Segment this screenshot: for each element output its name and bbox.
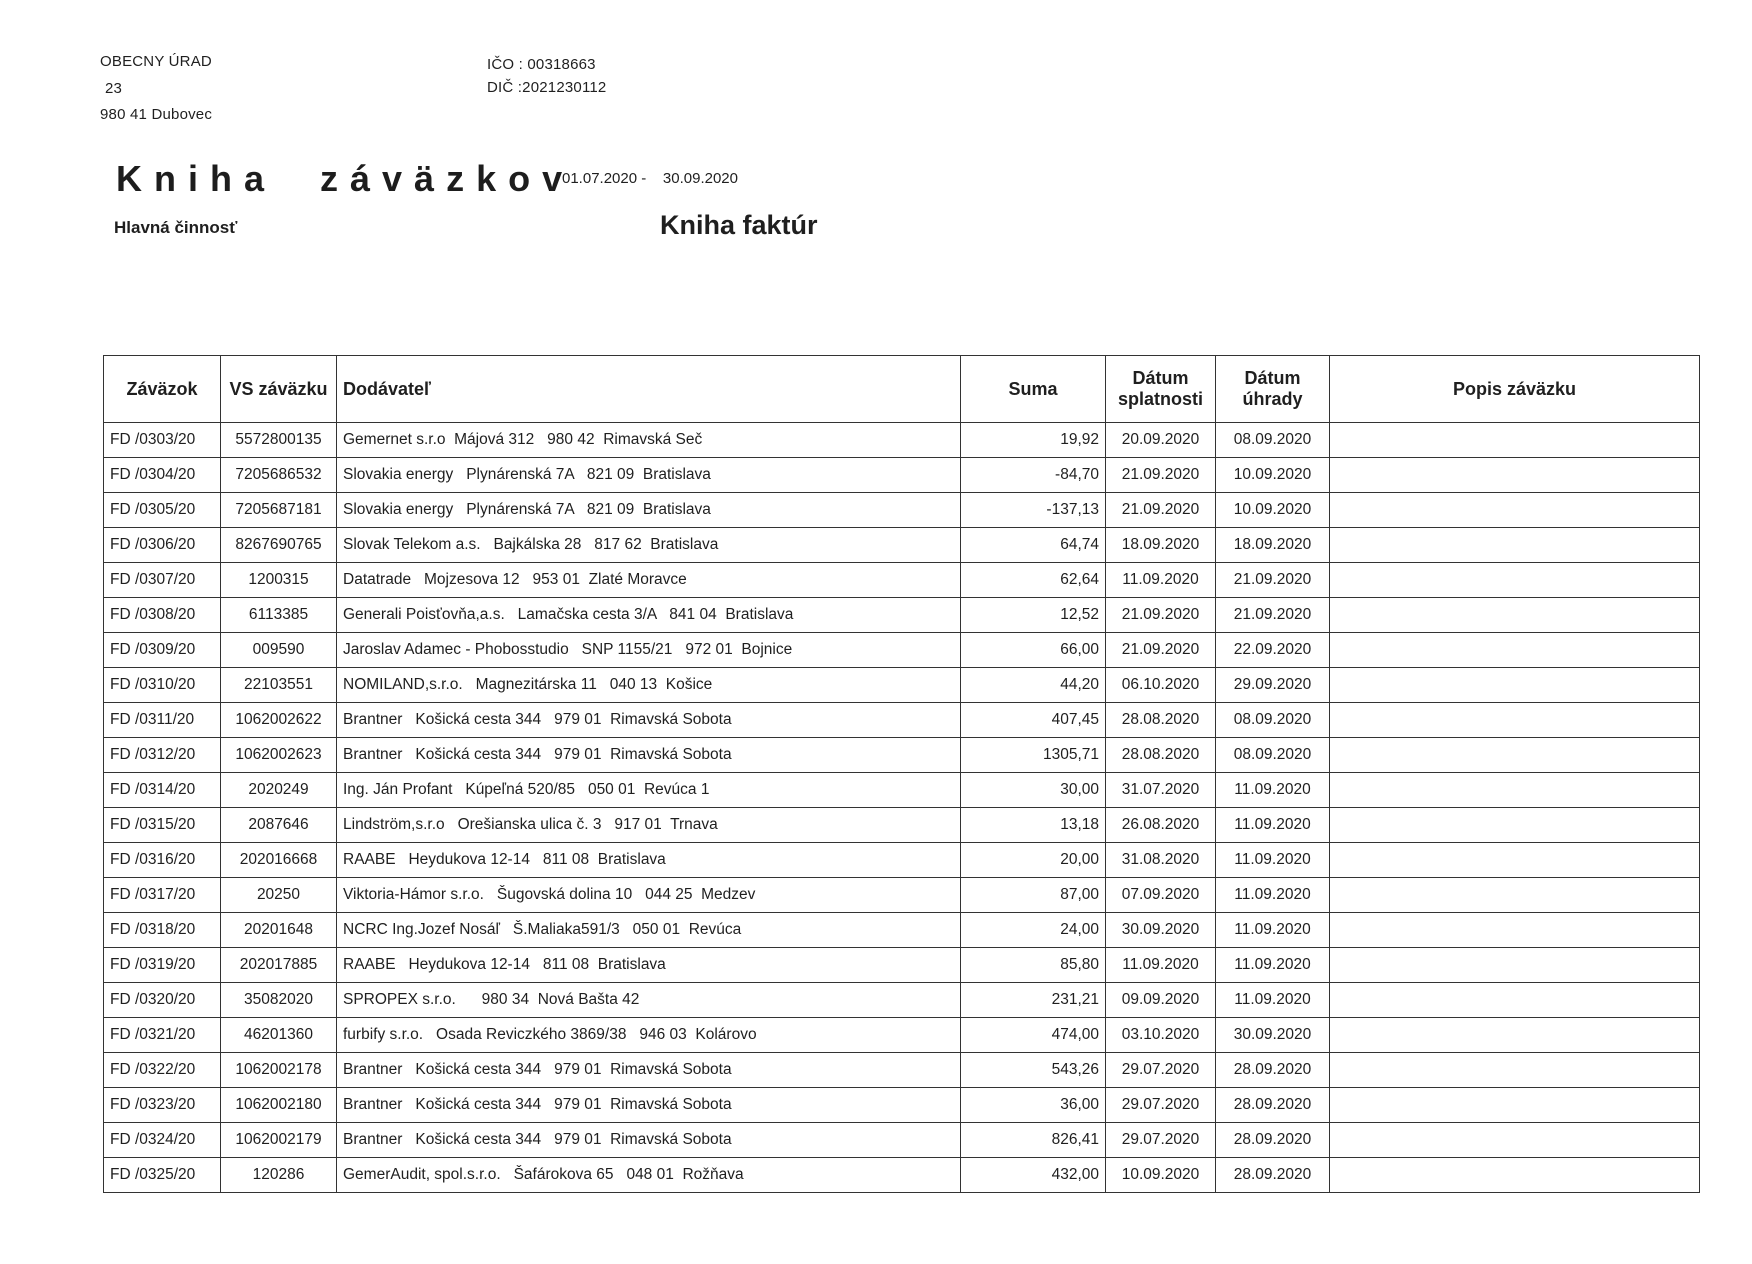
cell-popis: [1330, 983, 1700, 1018]
cell-zavazok: FD /0324/20: [104, 1123, 221, 1158]
table-row: [104, 808, 1700, 843]
period-range: 01.07.2020 - 30.09.2020: [562, 170, 738, 187]
cell-dodavatel: Viktoria-Hámor s.r.o. Šugovská dolina 10 044 25 Medzev: [337, 878, 961, 913]
cell-suma: 62,64: [961, 563, 1106, 598]
col-header-suma: Suma: [961, 356, 1106, 423]
cell-dodavatel: Lindström,s.r.o Orešianska ulica č. 3 917 01 Trnava: [337, 808, 961, 843]
cell-splatnost: 30.09.2020: [1106, 913, 1216, 948]
cell-uhrada: 28.09.2020: [1216, 1158, 1330, 1193]
cell-popis: [1330, 1123, 1700, 1158]
cell-uhrada: 11.09.2020: [1216, 983, 1330, 1018]
cell-vs: 120286: [221, 1158, 337, 1193]
table-row: [104, 843, 1700, 878]
table-row: [104, 948, 1700, 983]
table-header-row: [104, 356, 1700, 423]
cell-splatnost: 21.09.2020: [1106, 493, 1216, 528]
cell-vs: 20201648: [221, 913, 337, 948]
cell-dodavatel: furbify s.r.o. Osada Reviczkého 3869/38 946 03 Kolárovo: [337, 1018, 961, 1053]
col-header-uhrada: [1216, 356, 1330, 423]
cell-zavazok: FD /0321/20: [104, 1018, 221, 1053]
cell-suma: 87,00: [961, 878, 1106, 913]
table-row: [104, 773, 1700, 808]
cell-zavazok: FD /0310/20: [104, 668, 221, 703]
cell-suma: 407,45: [961, 703, 1106, 738]
cell-dodavatel: Slovakia energy Plynárenská 7A 821 09 Bratislava: [337, 458, 961, 493]
cell-dodavatel: Brantner Košická cesta 344 979 01 Rimavská Sobota: [337, 703, 961, 738]
cell-dodavatel: Brantner Košická cesta 344 979 01 Rimavská Sobota: [337, 738, 961, 773]
cell-zavazok: FD /0320/20: [104, 983, 221, 1018]
cell-suma: 231,21: [961, 983, 1106, 1018]
cell-popis: [1330, 423, 1700, 458]
cell-dodavatel: NOMILAND,s.r.o. Magnezitárska 11 040 13 Košice: [337, 668, 961, 703]
cell-popis: [1330, 808, 1700, 843]
cell-zavazok: FD /0323/20: [104, 1088, 221, 1123]
cell-suma: 64,74: [961, 528, 1106, 563]
org-street-number: 23: [105, 80, 123, 97]
cell-splatnost: 18.09.2020: [1106, 528, 1216, 563]
cell-splatnost: 31.07.2020: [1106, 773, 1216, 808]
table-row: [104, 633, 1700, 668]
cell-splatnost: 21.09.2020: [1106, 458, 1216, 493]
table-row: [104, 668, 1700, 703]
table-row: [104, 493, 1700, 528]
cell-zavazok: FD /0315/20: [104, 808, 221, 843]
cell-vs: 202017885: [221, 948, 337, 983]
org-dic: DIČ :2021230112: [487, 79, 607, 96]
cell-splatnost: 03.10.2020: [1106, 1018, 1216, 1053]
cell-uhrada: 21.09.2020: [1216, 563, 1330, 598]
cell-uhrada: 11.09.2020: [1216, 878, 1330, 913]
cell-uhrada: 29.09.2020: [1216, 668, 1330, 703]
document-title: Kniha záväzkov: [116, 158, 575, 199]
cell-suma: 12,52: [961, 598, 1106, 633]
cell-zavazok: FD /0306/20: [104, 528, 221, 563]
cell-uhrada: 18.09.2020: [1216, 528, 1330, 563]
cell-dodavatel: NCRC Ing.Jozef Nosáľ Š.Maliaka591/3 050 01 Revúca: [337, 913, 961, 948]
cell-dodavatel: GemerAudit, spol.s.r.o. Šafárokova 65 048 01 Rožňava: [337, 1158, 961, 1193]
cell-splatnost: 28.08.2020: [1106, 738, 1216, 773]
cell-suma: 1305,71: [961, 738, 1106, 773]
cell-popis: [1330, 773, 1700, 808]
col-header-uhrada-line1: Dátum: [1244, 368, 1301, 388]
cell-splatnost: 07.09.2020: [1106, 878, 1216, 913]
cell-uhrada: 28.09.2020: [1216, 1123, 1330, 1158]
cell-zavazok: FD /0308/20: [104, 598, 221, 633]
table-row: [104, 1053, 1700, 1088]
cell-vs: 1062002180: [221, 1088, 337, 1123]
table-row: [104, 563, 1700, 598]
cell-vs: 202016668: [221, 843, 337, 878]
cell-uhrada: 10.09.2020: [1216, 458, 1330, 493]
cell-uhrada: 11.09.2020: [1216, 773, 1330, 808]
cell-popis: [1330, 948, 1700, 983]
cell-dodavatel: RAABE Heydukova 12-14 811 08 Bratislava: [337, 843, 961, 878]
table-row: [104, 423, 1700, 458]
table-row: [104, 913, 1700, 948]
activity-subtitle: Hlavná činnosť: [114, 218, 238, 237]
col-header-dodavatel: Dodávateľ: [337, 356, 961, 423]
cell-vs: 35082020: [221, 983, 337, 1018]
cell-dodavatel: RAABE Heydukova 12-14 811 08 Bratislava: [337, 948, 961, 983]
cell-splatnost: 11.09.2020: [1106, 563, 1216, 598]
table-row: [104, 1158, 1700, 1193]
table-row: [104, 1018, 1700, 1053]
cell-dodavatel: SPROPEX s.r.o. 980 34 Nová Bašta 42: [337, 983, 961, 1018]
cell-vs: 1062002179: [221, 1123, 337, 1158]
cell-vs: 5572800135: [221, 423, 337, 458]
cell-suma: 85,80: [961, 948, 1106, 983]
cell-zavazok: FD /0316/20: [104, 843, 221, 878]
cell-vs: 6113385: [221, 598, 337, 633]
cell-uhrada: 11.09.2020: [1216, 808, 1330, 843]
cell-uhrada: 08.09.2020: [1216, 423, 1330, 458]
cell-popis: [1330, 1018, 1700, 1053]
cell-vs: 1062002623: [221, 738, 337, 773]
org-name: OBECNY ÚRAD: [100, 53, 212, 70]
cell-popis: [1330, 1158, 1700, 1193]
cell-zavazok: FD /0307/20: [104, 563, 221, 598]
cell-popis: [1330, 633, 1700, 668]
cell-suma: -84,70: [961, 458, 1106, 493]
cell-splatnost: 06.10.2020: [1106, 668, 1216, 703]
cell-uhrada: 28.09.2020: [1216, 1053, 1330, 1088]
cell-popis: [1330, 913, 1700, 948]
cell-splatnost: 09.09.2020: [1106, 983, 1216, 1018]
cell-suma: 20,00: [961, 843, 1106, 878]
cell-splatnost: 20.09.2020: [1106, 423, 1216, 458]
cell-zavazok: FD /0318/20: [104, 913, 221, 948]
cell-suma: 432,00: [961, 1158, 1106, 1193]
col-header-splatnost-line2: splatnosti: [1117, 389, 1203, 409]
cell-popis: [1330, 1053, 1700, 1088]
cell-suma: 30,00: [961, 773, 1106, 808]
table-row: [104, 1123, 1700, 1158]
cell-zavazok: FD /0325/20: [104, 1158, 221, 1193]
cell-vs: 7205686532: [221, 458, 337, 493]
table-row: [104, 738, 1700, 773]
cell-zavazok: FD /0319/20: [104, 948, 221, 983]
cell-vs: 1062002622: [221, 703, 337, 738]
cell-vs: 1200315: [221, 563, 337, 598]
cell-uhrada: 28.09.2020: [1216, 1088, 1330, 1123]
cell-vs: 7205687181: [221, 493, 337, 528]
cell-dodavatel: Datatrade Mojzesova 12 953 01 Zlaté Moravce: [337, 563, 961, 598]
cell-vs: 1062002178: [221, 1053, 337, 1088]
cell-popis: [1330, 703, 1700, 738]
cell-zavazok: FD /0303/20: [104, 423, 221, 458]
cell-vs: 22103551: [221, 668, 337, 703]
cell-uhrada: 21.09.2020: [1216, 598, 1330, 633]
cell-splatnost: 29.07.2020: [1106, 1088, 1216, 1123]
cell-dodavatel: Ing. Ján Profant Kúpeľná 520/85 050 01 Revúca 1: [337, 773, 961, 808]
table-row: [104, 878, 1700, 913]
cell-popis: [1330, 458, 1700, 493]
table-row: [104, 598, 1700, 633]
cell-zavazok: FD /0311/20: [104, 703, 221, 738]
cell-dodavatel: Brantner Košická cesta 344 979 01 Rimavská Sobota: [337, 1123, 961, 1158]
cell-uhrada: 11.09.2020: [1216, 913, 1330, 948]
cell-suma: 543,26: [961, 1053, 1106, 1088]
cell-splatnost: 31.08.2020: [1106, 843, 1216, 878]
cell-popis: [1330, 668, 1700, 703]
cell-splatnost: 29.07.2020: [1106, 1053, 1216, 1088]
cell-zavazok: FD /0314/20: [104, 773, 221, 808]
cell-dodavatel: Slovak Telekom a.s. Bajkálska 28 817 62 Bratislava: [337, 528, 961, 563]
cell-dodavatel: Brantner Košická cesta 344 979 01 Rimavská Sobota: [337, 1088, 961, 1123]
cell-splatnost: 10.09.2020: [1106, 1158, 1216, 1193]
table-row: [104, 703, 1700, 738]
org-postal-city: 980 41 Dubovec: [100, 106, 213, 123]
cell-uhrada: 08.09.2020: [1216, 703, 1330, 738]
cell-uhrada: 11.09.2020: [1216, 948, 1330, 983]
org-ico: IČO : 00318663: [487, 56, 596, 73]
cell-suma: 24,00: [961, 913, 1106, 948]
col-header-splatnost-line1: Dátum: [1132, 368, 1189, 388]
cell-popis: [1330, 493, 1700, 528]
cell-splatnost: 29.07.2020: [1106, 1123, 1216, 1158]
cell-uhrada: 30.09.2020: [1216, 1018, 1330, 1053]
cell-splatnost: 28.08.2020: [1106, 703, 1216, 738]
col-header-popis: Popis záväzku: [1330, 356, 1700, 423]
cell-popis: [1330, 1088, 1700, 1123]
cell-dodavatel: Jaroslav Adamec - Phobosstudio SNP 1155/21 972 01 Bojnice: [337, 633, 961, 668]
cell-popis: [1330, 528, 1700, 563]
cell-dodavatel: Slovakia energy Plynárenská 7A 821 09 Bratislava: [337, 493, 961, 528]
cell-splatnost: 26.08.2020: [1106, 808, 1216, 843]
cell-vs: 8267690765: [221, 528, 337, 563]
cell-splatnost: 21.09.2020: [1106, 633, 1216, 668]
book-title: Kniha faktúr: [660, 210, 818, 240]
cell-dodavatel: Gemernet s.r.o Májová 312 980 42 Rimavská Seč: [337, 423, 961, 458]
table-row: [104, 528, 1700, 563]
cell-dodavatel: Generali Poisťovňa,a.s. Lamačska cesta 3/A 841 04 Bratislava: [337, 598, 961, 633]
col-header-uhrada-line2: úhrady: [1242, 389, 1303, 409]
cell-suma: 44,20: [961, 668, 1106, 703]
cell-suma: 36,00: [961, 1088, 1106, 1123]
table-row: [104, 1088, 1700, 1123]
cell-uhrada: 10.09.2020: [1216, 493, 1330, 528]
col-header-zavazok: Záväzok: [104, 356, 221, 423]
cell-uhrada: 08.09.2020: [1216, 738, 1330, 773]
ledger-body: [104, 423, 1700, 1193]
cell-popis: [1330, 563, 1700, 598]
cell-vs: 2087646: [221, 808, 337, 843]
col-header-splatnost: [1106, 356, 1216, 423]
cell-zavazok: FD /0305/20: [104, 493, 221, 528]
cell-splatnost: 11.09.2020: [1106, 948, 1216, 983]
cell-popis: [1330, 843, 1700, 878]
cell-popis: [1330, 738, 1700, 773]
table-row: [104, 983, 1700, 1018]
cell-suma: -137,13: [961, 493, 1106, 528]
table-row: [104, 458, 1700, 493]
cell-splatnost: 21.09.2020: [1106, 598, 1216, 633]
cell-uhrada: 22.09.2020: [1216, 633, 1330, 668]
cell-popis: [1330, 878, 1700, 913]
cell-zavazok: FD /0304/20: [104, 458, 221, 493]
cell-suma: 66,00: [961, 633, 1106, 668]
cell-vs: 2020249: [221, 773, 337, 808]
invoice-ledger-table: [103, 355, 1700, 1193]
cell-uhrada: 11.09.2020: [1216, 843, 1330, 878]
cell-zavazok: FD /0312/20: [104, 738, 221, 773]
cell-vs: 009590: [221, 633, 337, 668]
cell-dodavatel: Brantner Košická cesta 344 979 01 Rimavská Sobota: [337, 1053, 961, 1088]
cell-vs: 20250: [221, 878, 337, 913]
cell-zavazok: FD /0322/20: [104, 1053, 221, 1088]
cell-zavazok: FD /0309/20: [104, 633, 221, 668]
cell-suma: 826,41: [961, 1123, 1106, 1158]
cell-vs: 46201360: [221, 1018, 337, 1053]
cell-suma: 19,92: [961, 423, 1106, 458]
cell-suma: 13,18: [961, 808, 1106, 843]
col-header-vs: VS záväzku: [221, 356, 337, 423]
cell-suma: 474,00: [961, 1018, 1106, 1053]
cell-zavazok: FD /0317/20: [104, 878, 221, 913]
cell-popis: [1330, 598, 1700, 633]
